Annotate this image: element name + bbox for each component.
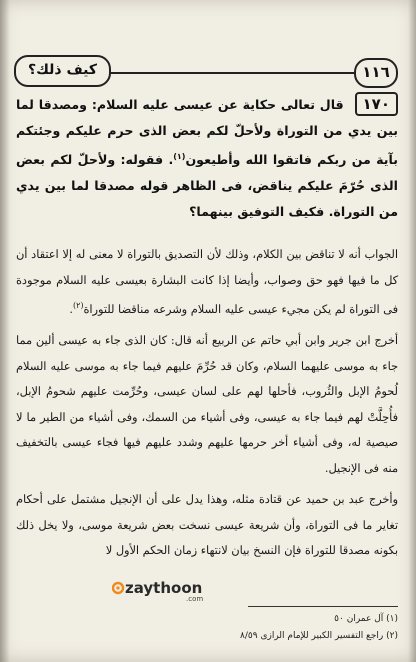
answer-paragraph-1-end: .: [69, 302, 73, 316]
answer-paragraph-1-text: الجواب أنه لا تناقض بين الكلام، وذلك لأن التصديق بالتوراة لا معنى له إلا اعتقاد أن كل ما فيها فهو حق وصواب، وأيضا إذا كانت البشارة بعيسى عليه السلام موجودة فى التوراة لم يكن مجيء عيسى عليه السلام وشرعه مناقضا للتوراة: [16, 248, 398, 316]
question-line-4: فى الظاهر قوله مصدقا لما بين يدي من التوراة. فكيف التوفيق بينهما؟: [16, 178, 398, 220]
question-line-1: قال تعالى حكاية عن عيسى عليه السلام: ومصدقا لما بين: [16, 97, 398, 138]
question-number: ١٧٠: [355, 92, 398, 116]
question-line-3: فاتقوا الله وأطيعون: [185, 152, 312, 168]
footnote-separator: [248, 606, 398, 607]
answer-paragraph-1: [16, 242, 398, 322]
page-number: ١١٦: [354, 58, 398, 88]
question-line-2: يدي من التوراة ولأحلّ لكم بعض الذى حرم عليكم وجئتكم بآية من ربكم: [16, 123, 398, 168]
footnote-2: (٢) راجع التفسير الكبير للإمام الرازى ٨/٥٩: [240, 631, 398, 641]
page-shadow-left: [0, 0, 10, 662]
page-shadow-right: [408, 0, 416, 662]
svg-text:zaythoon: zaythoon: [125, 579, 203, 597]
question-block: [16, 92, 398, 225]
zaytoon-logo-icon: [112, 574, 222, 604]
chapter-title: كيف ذلك؟: [14, 55, 111, 87]
footnote-1: (١) آل عمران ٥٠: [334, 614, 398, 624]
footnote-marker-2: (٢): [72, 301, 84, 310]
footnote-marker-1: (١): [173, 152, 186, 161]
svg-text:.com: .com: [186, 595, 204, 603]
answer-body: [16, 242, 398, 570]
question-line-3-rest: . فقوله: ولأحلّ لكم بعض الذى حُرّمَ عليكم يناقض،: [16, 152, 398, 194]
answer-paragraph-3: وأخرج عبد بن حميد عن قتادة مثله، وهذا يدل على أن الإنجيل مشتمل على أحكام تغاير ما فى التوراة، وأن شريعة عيسى نسخت بعض شريعة موسى، ولا يخل ذلك بكونه مصدقا للتوراة فإن النسخ بيان لانتهاء زمان الحكم الأول لا: [16, 493, 398, 558]
answer-paragraph-2: أخرج ابن جرير وابن أبي حاتم عن الربيع أنه قال: كان الذى جاء به عيسى ألين مما جاء به موسى عليهما السلام، وكان قد حُرِّمَ عليهم فيما جاء به موسى عليه السلام لُحومُ الإبل والثُروب، فأحلها لهم على لسان عيسى، وحُرِّمت عليهم شحومُ الإبل، فأُحِلَّتْ لهم فيما جاء به عيسى، وفى أشياء من السمك، وفى أشياء من الطير ما لا صيصية له، وفى أشياء أخر حرمها عليهم وشدد عليهم فيها فجاء عيسى بالتخفيف منه فى الإنجيل.: [16, 334, 398, 475]
zaytoon-watermark-logo: [112, 574, 222, 604]
footnotes: [98, 611, 398, 645]
